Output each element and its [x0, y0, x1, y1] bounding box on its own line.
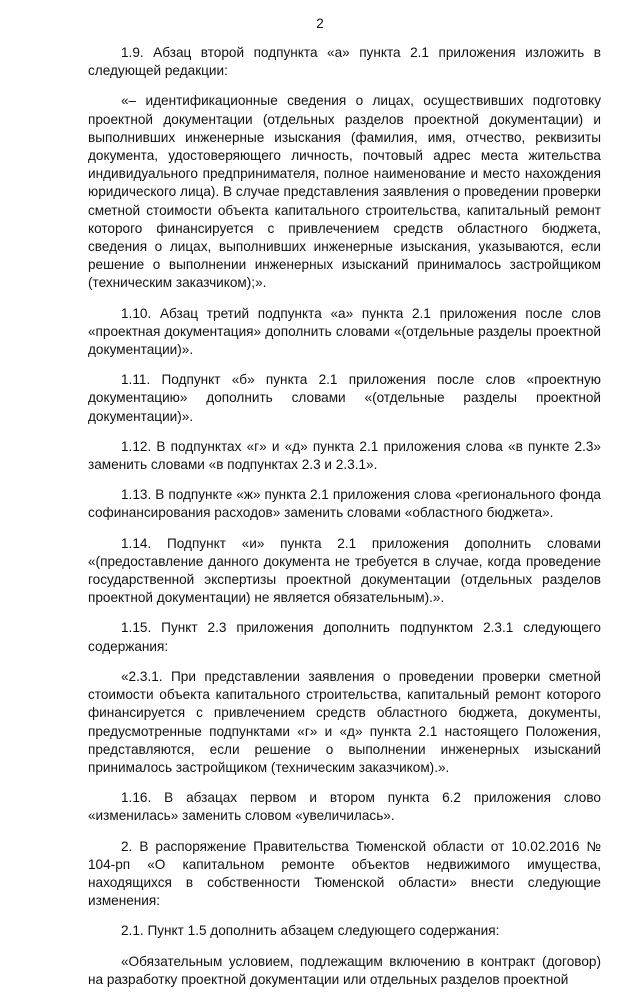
paragraph-1-9-new-text: «– идентификационные сведения о лицах, осуществивших подготовку проектной документации (отдельных разделов проектной документации) и выполнивших инженерные изыскания (фамилия, имя, отчество, реквизиты документа, удостоверяющего личность, почтовый адрес места жительства индивидуального предпринимателя, полное наименование и место нахождения юридического лица). В случае представления заявления о проведении проверки сметной стоимости объекта капитального строительства, капитальный ремонт которого финансируется с привлечением средств областного бюджета, сведения о лицах, выполнивших инженерные изыскания, указываются, если решение о выполнении инженерных изысканий принималось застройщиком (техническим заказчиком);». [88, 93, 601, 291]
paragraph-2: 2. В распоряжение Правительства Тюменской области от 10.02.2016 № 104-рп «О капитальном ремонте объектов недвижимого имущества, находящихся в собственности Тюменской области» внести следующие изменения: [88, 838, 601, 909]
paragraph-1-16: 1.16. В абзацах первом и втором пункта 6.2 приложения слово «изменилась» заменить словом «увеличилась». [88, 790, 601, 824]
paragraph-2-1: 2.1. Пункт 1.5 дополнить абзацем следующего содержания: [121, 923, 500, 939]
page-number: 2 [316, 16, 324, 31]
paragraph-2-1-new-text: «Обязательным условием, подлежащим включению в контракт (договор) на разработку проектной документации или отдельных разделов проектной [88, 953, 601, 987]
paragraph-1-13: 1.13. В подпункте «ж» пункта 2.1 приложения слова «регионального фонда софинансирования расходов» заменить словами «областного бюджета». [88, 487, 601, 521]
document-body [88, 44, 601, 992]
paragraph-1-14: 1.14. Подпункт «и» пункта 2.1 приложения дополнить словами «(предоставление данного документа не требуется в случае, когда проведение государственной экспертизы проектной документации (отдельных разделов проектной документации) не является обязательным).». [88, 535, 601, 606]
paragraph-1-11: 1.11. Подпункт «б» пункта 2.1 приложения после слов «проектную документацию» дополнить словами «(отдельные разделы проектной документации)». [88, 372, 601, 424]
paragraph-1-9: 1.9. Абзац второй подпункта «а» пункта 2.1 приложения изложить в следующей редакции: [88, 45, 601, 79]
paragraph-2-3-1-text: «2.3.1. При представлении заявления о проведении проверки сметной стоимости объекта капитального строительства, капитальный ремонт которого финансируется с привлечением средств областного бюджета, документы, предусмотренные подпунктами «г» и «д» пункта 2.1 настоящего Положения, представляются, если решение о выполнении инженерных изысканий принималось застройщиком (техническим заказчиком).». [88, 668, 601, 775]
paragraph-1-15: 1.15. Пункт 2.3 приложения дополнить подпунктом 2.3.1 следующего содержания: [88, 620, 601, 654]
paragraph-1-12: 1.12. В подпунктах «г» и «д» пункта 2.1 приложения слова «в пункте 2.3» заменить словами «в подпунктах 2.3 и 2.3.1». [88, 438, 601, 473]
paragraph-1-10: 1.10. Абзац третий подпункта «а» пункта 2.1 приложения после слов «проектная документация» дополнить словами «(отдельные разделы проектной документации)». [88, 305, 601, 358]
